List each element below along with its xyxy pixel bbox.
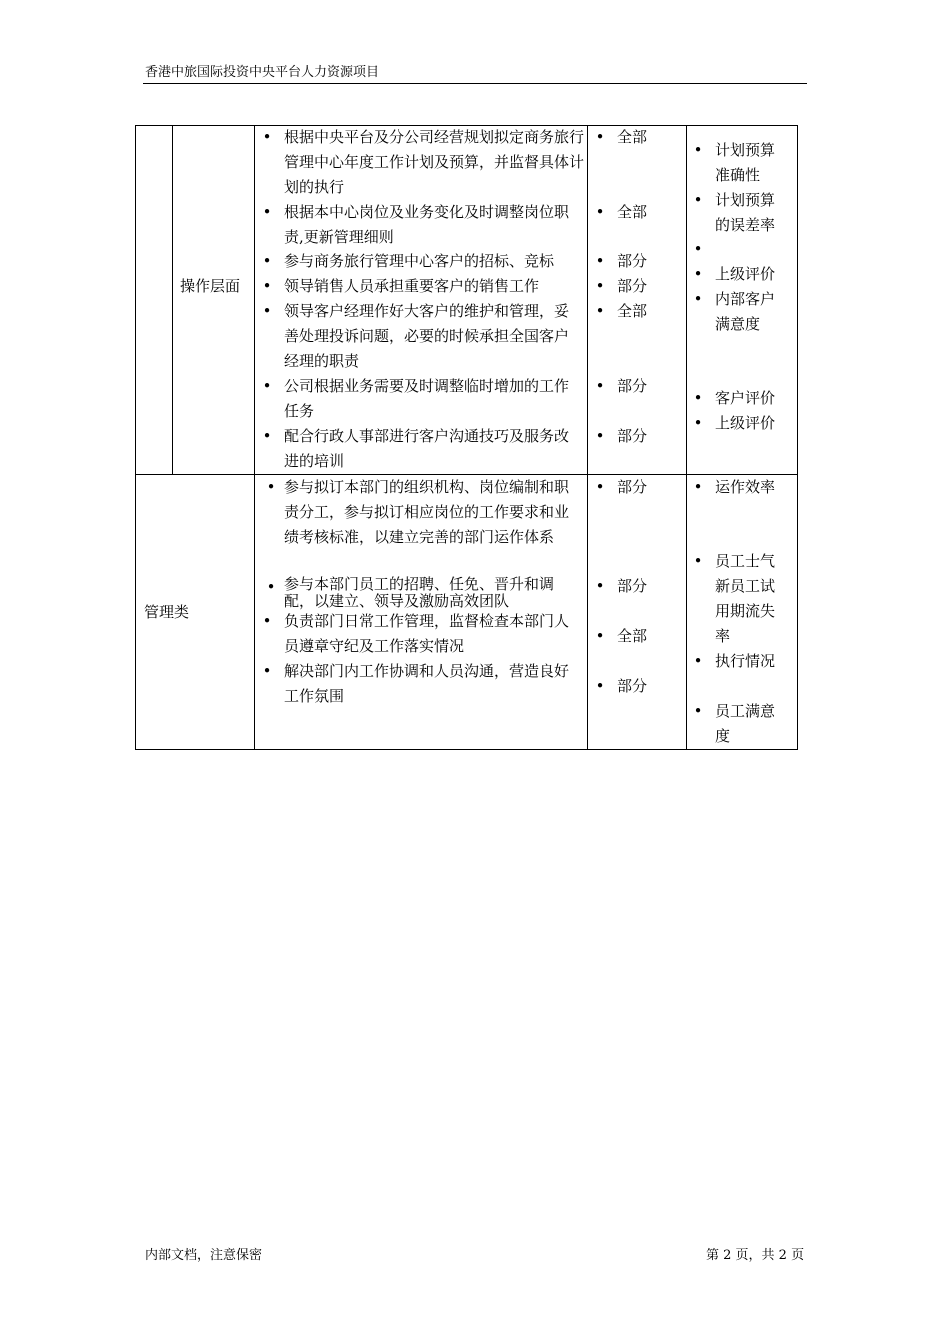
duty-text: 领导销售人员承担重要客户的销售工作 (284, 277, 540, 295)
kpi-text: 员工满意度 (715, 702, 776, 745)
bullet-icon: • (693, 290, 703, 308)
table-divider (254, 125, 255, 750)
scope-text: 全部 (617, 627, 648, 645)
table-divider (172, 125, 173, 474)
duty-text: 参与商务旅行管理中心客户的招标、竞标 (284, 252, 555, 270)
kpi-text: 上级评价 (715, 414, 776, 432)
duty-text: 公司根据业务需要及时调整临时增加的工作任务 (284, 377, 570, 420)
header-divider (143, 83, 807, 84)
bullet-icon: • (595, 677, 605, 695)
table-divider (587, 125, 588, 750)
duty-text: 解决部门内工作协调和人员沟通，营造良好工作氛围 (284, 662, 570, 705)
duty-text: 参与本部门员工的招聘、任免、晋升和调配，以建立、领导及激励高效团队 (284, 575, 555, 610)
table-divider (686, 125, 687, 750)
footer-confidential-note: 内部文档，注意保密 (145, 1248, 263, 1263)
duty-text: 参与拟订本部门的组织机构、岗位编制和职责分工，参与拟订相应岗位的工作要求和业绩考核标准，以建立完善的部门运作体系 (284, 478, 570, 546)
kpi-text: 员工士气新员工试用期流失率 (715, 552, 776, 645)
scope-text: 部分 (617, 377, 648, 395)
bullet-icon: • (595, 427, 605, 445)
duty-text: 领导客户经理作好大客户的维护和管理，妥善处理投诉问题，必要的时候承担全国客户经理的职责 (284, 302, 570, 370)
bullet-icon: • (693, 414, 703, 432)
scope-text: 部分 (617, 478, 648, 496)
bullet-icon: • (262, 302, 272, 320)
bullet-icon: • (595, 252, 605, 270)
scope-text: 部分 (617, 577, 648, 595)
kpi-text: 计划预算准确性 (715, 141, 776, 184)
kpi-text: 上级评价 (715, 265, 776, 283)
scope-text: 部分 (617, 677, 648, 695)
bullet-icon: • (595, 627, 605, 645)
duty-text: 根据中央平台及分公司经营规划拟定商务旅行管理中心年度工作计划及预算，并监督具体计划的执行 (284, 128, 585, 196)
bullet-icon: • (595, 203, 605, 221)
duty-text: 负责部门日常工作管理，监督检查本部门人员遵章守纪及工作落实情况 (284, 612, 570, 655)
bullet-icon: • (262, 203, 272, 221)
bullet-icon: • (693, 389, 703, 407)
bullet-icon: • (693, 652, 703, 670)
kpi-text: 内部客户满意度 (715, 290, 776, 333)
footer-page-number: 第 2 页，共 2 页 (706, 1248, 805, 1263)
duty-text: 配合行政人事部进行客户沟通技巧及服务改进的培训 (284, 427, 570, 470)
scope-text: 全部 (617, 302, 648, 320)
bullet-icon: • (262, 377, 272, 395)
scope-text: 部分 (617, 277, 648, 295)
kpi-text: 执行情况 (715, 652, 776, 670)
bullet-icon: • (595, 128, 605, 146)
bullet-icon: • (595, 478, 605, 496)
scope-text: 部分 (617, 252, 648, 270)
bullet-icon: • (262, 277, 272, 295)
bullet-icon: • (595, 577, 605, 595)
row2-category: 管理类 (144, 603, 190, 621)
row1-subcategory: 操作层面 (180, 277, 241, 295)
bullet-icon: • (262, 662, 272, 680)
scope-text: 全部 (617, 128, 648, 146)
scope-text: 全部 (617, 203, 648, 221)
bullet-icon: • (693, 191, 703, 209)
bullet-icon: • (262, 252, 272, 270)
bullet-icon: • (693, 265, 703, 283)
scope-text: 部分 (617, 427, 648, 445)
bullet-icon: • (262, 128, 272, 146)
duty-text: 根据本中心岗位及业务变化及时调整岗位职责,更新管理细则 (284, 203, 570, 246)
bullet-icon: • (693, 702, 703, 720)
document-header-title: 香港中旅国际投资中央平台人力资源项目 (145, 65, 380, 80)
bullet-icon: • (266, 578, 276, 596)
bullet-icon: • (693, 141, 703, 159)
kpi-text: 运作效率 (715, 478, 776, 496)
bullet-icon: • (262, 612, 272, 630)
kpi-text: 客户评价 (715, 389, 776, 407)
bullet-icon: • (595, 377, 605, 395)
bullet-icon: • (262, 427, 272, 445)
bullet-icon: • (693, 240, 703, 258)
bullet-icon: • (693, 478, 703, 496)
bullet-icon: • (595, 277, 605, 295)
bullet-icon: • (266, 478, 276, 496)
bullet-icon: • (595, 302, 605, 320)
kpi-text: 计划预算的误差率 (715, 191, 776, 234)
bullet-icon: • (693, 552, 703, 570)
